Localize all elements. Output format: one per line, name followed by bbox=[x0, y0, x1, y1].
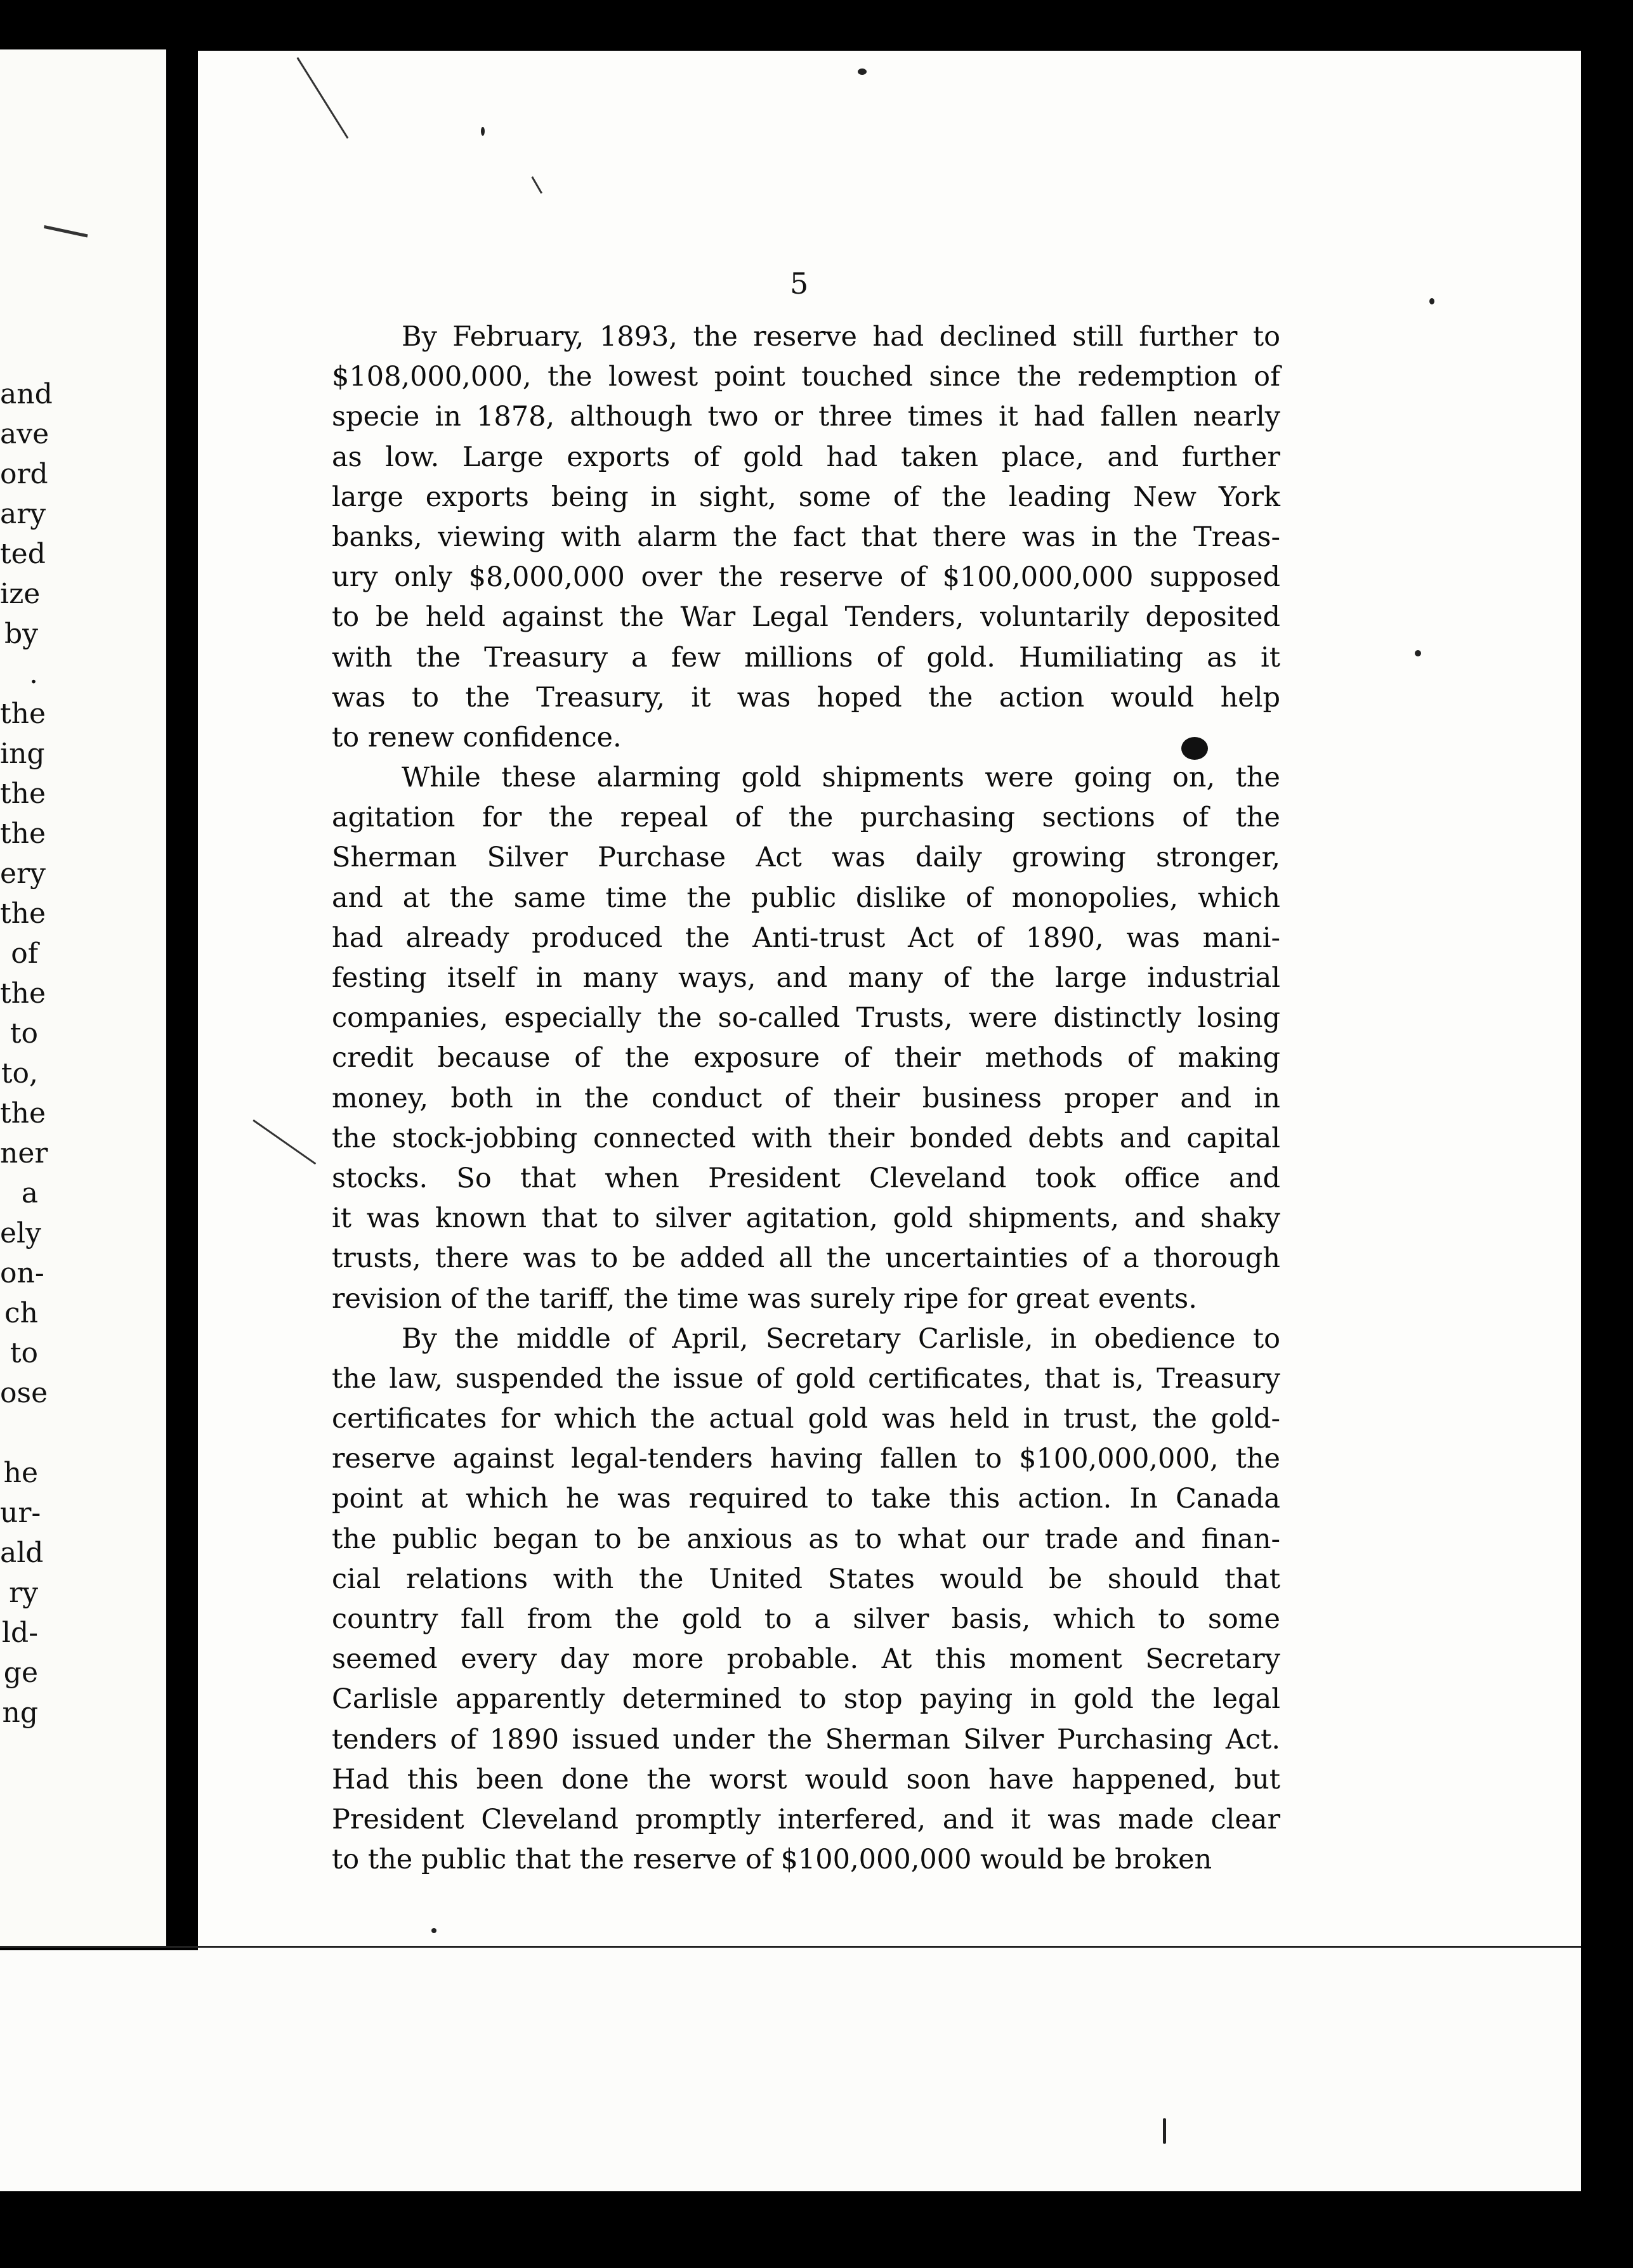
previous-page-line-fragment: the bbox=[0, 698, 46, 730]
previous-page-line-fragment: ald bbox=[0, 1537, 44, 1569]
speck bbox=[431, 1928, 436, 1933]
previous-page-line-fragment bbox=[0, 1413, 38, 1453]
body-text bbox=[332, 317, 1280, 1880]
text-line: By February, 1893, the reserve had declined still further to bbox=[402, 321, 1280, 353]
previous-page-line-fragment: ing bbox=[0, 738, 45, 770]
ink-mark bbox=[44, 225, 88, 237]
binding-gutter bbox=[166, 25, 198, 2264]
text-line: By the middle of April, Secretary Carlisle, in obedience to bbox=[402, 1322, 1280, 1355]
text-line: and at the same time the public dislike of monopolies, which bbox=[332, 882, 1280, 914]
text-line: President Cleveland promptly interfered, and it was made clear bbox=[332, 1803, 1280, 1835]
previous-page-line-fragment: the bbox=[0, 1097, 46, 1130]
previous-page-edge bbox=[0, 44, 166, 1947]
text-line: money, both in the conduct of their business proper and in bbox=[332, 1082, 1280, 1114]
previous-page-line-fragment: ry bbox=[9, 1577, 38, 1609]
speck bbox=[1163, 2118, 1166, 2144]
ink-blot bbox=[1181, 737, 1208, 760]
previous-page-line-fragment: ely bbox=[0, 1217, 41, 1249]
speck bbox=[481, 127, 485, 136]
text-line: with the Treasury a few millions of gold. Humiliating as it bbox=[332, 641, 1280, 674]
text-line: stocks. So that when President Cleveland took office and bbox=[332, 1162, 1280, 1194]
previous-page-line-fragment: ord bbox=[0, 458, 48, 490]
text-line: ury only $8,000,000 over the reserve of $100,000,000 supposed bbox=[332, 561, 1280, 594]
page-edge-rule bbox=[0, 1946, 1633, 1948]
text-line: the law, suspended the issue of gold certificates, that is, Treasury bbox=[332, 1362, 1280, 1395]
text-line: to the public that the reserve of $100,000,000 would be broken bbox=[332, 1844, 1212, 1876]
previous-page-line-fragment: ge bbox=[3, 1657, 38, 1689]
text-line: country fall from the gold to a silver basis, which to some bbox=[332, 1603, 1280, 1635]
scan-border-right bbox=[1581, 0, 1633, 2268]
previous-page-line-fragment: ner bbox=[0, 1137, 48, 1170]
text-line: the public began to be anxious as to what our trade and finan- bbox=[332, 1523, 1280, 1555]
previous-page-line-fragment: the bbox=[0, 818, 46, 850]
text-line: had already produced the Anti-trust Act of 1890, was mani- bbox=[332, 922, 1280, 954]
text-line: was to the Treasury, it was hoped the action would help bbox=[332, 681, 1280, 714]
previous-page-line-fragment: to, bbox=[1, 1057, 38, 1090]
scan-border-top bbox=[0, 0, 1633, 49]
speck bbox=[1429, 298, 1434, 304]
text-line: seemed every day more probable. At this moment Secretary bbox=[332, 1643, 1280, 1676]
text-line: credit because of the exposure of their methods of making bbox=[332, 1042, 1280, 1074]
text-line: Sherman Silver Purchase Act was daily growing stronger, bbox=[332, 842, 1280, 874]
previous-page-line-fragment: a bbox=[21, 1177, 38, 1209]
previous-page-line-fragment: to bbox=[10, 1337, 38, 1369]
previous-page-text bbox=[0, 374, 53, 1733]
previous-page-line-fragment: ur- bbox=[0, 1497, 41, 1529]
paragraph bbox=[332, 758, 1280, 1319]
text-line: as low. Large exports of gold had taken place, and further bbox=[332, 441, 1280, 473]
scan-border-bottom bbox=[0, 2191, 1633, 2267]
previous-page-line-fragment: ery bbox=[0, 857, 46, 890]
page-number: 5 bbox=[790, 266, 809, 301]
text-line: specie in 1878, although two or three times it had fallen nearly bbox=[332, 401, 1280, 433]
previous-page-line-fragment: the bbox=[0, 977, 46, 1010]
speck bbox=[1415, 650, 1421, 656]
previous-page-line-fragment: . bbox=[29, 658, 38, 690]
text-line: cial relations with the United States would be should that bbox=[332, 1563, 1280, 1595]
previous-page-line-fragment: ize bbox=[0, 578, 41, 610]
previous-page-line-fragment: ose bbox=[0, 1377, 48, 1409]
previous-page-line-fragment: ld- bbox=[1, 1617, 38, 1649]
text-line: to renew confidence. bbox=[332, 721, 622, 753]
text-line: banks, viewing with alarm the fact that there was in the Treas- bbox=[332, 521, 1280, 553]
text-line: companies, especially the so-called Trusts, were distinctly losing bbox=[332, 1002, 1280, 1034]
previous-page-line-fragment: ave bbox=[0, 418, 49, 450]
previous-page-line-fragment: ch bbox=[4, 1297, 38, 1329]
previous-page-line-fragment: the bbox=[0, 778, 46, 810]
paragraph bbox=[332, 317, 1280, 758]
page-bottom-edge bbox=[0, 1950, 1633, 2191]
previous-page-line-fragment: by bbox=[4, 618, 38, 650]
previous-page-line-fragment: ted bbox=[0, 538, 46, 570]
text-line: agitation for the repeal of the purchasing sections of the bbox=[332, 802, 1280, 834]
text-line: revision of the tariff, the time was surely ripe for great events. bbox=[332, 1282, 1197, 1315]
text-line: $108,000,000, the lowest point touched since the redemption of bbox=[332, 361, 1280, 393]
text-line: festing itself in many ways, and many of the large industrial bbox=[332, 962, 1280, 994]
text-line: trusts, there was to be added all the uncertainties of a thorough bbox=[332, 1242, 1280, 1275]
text-line: reserve against legal-tenders having fallen to $100,000,000, the bbox=[332, 1443, 1280, 1475]
previous-page-line-fragment: the bbox=[0, 897, 46, 930]
previous-page-line-fragment: to bbox=[10, 1017, 38, 1050]
previous-page-line-fragment: on- bbox=[0, 1257, 44, 1289]
previous-page-line-fragment: ng bbox=[2, 1697, 38, 1729]
previous-page-line-fragment: of bbox=[11, 937, 38, 970]
text-line: it was known that to silver agitation, gold shipments, and shaky bbox=[332, 1202, 1280, 1235]
speck bbox=[858, 68, 867, 75]
text-line: large exports being in sight, some of the leading New York bbox=[332, 481, 1280, 513]
previous-page-line-fragment: and bbox=[0, 378, 53, 410]
paragraph bbox=[332, 1319, 1280, 1880]
text-line: Carlisle apparently determined to stop paying in gold the legal bbox=[332, 1683, 1280, 1716]
text-line: to be held against the War Legal Tenders, voluntarily deposited bbox=[332, 601, 1280, 634]
previous-page-line-fragment: ary bbox=[0, 498, 46, 530]
text-line: Had this been done the worst would soon have happened, but bbox=[332, 1763, 1280, 1796]
text-line: point at which he was required to take this action. In Canada bbox=[332, 1483, 1280, 1515]
text-line: While these alarming gold shipments were going on, the bbox=[402, 762, 1280, 794]
text-line: tenders of 1890 issued under the Sherman Silver Purchasing Act. bbox=[332, 1723, 1280, 1756]
text-line: the stock-jobbing connected with their bonded debts and capital bbox=[332, 1122, 1280, 1154]
previous-page-line-fragment: he bbox=[3, 1457, 38, 1489]
text-line: certificates for which the actual gold was held in trust, the gold- bbox=[332, 1403, 1280, 1435]
